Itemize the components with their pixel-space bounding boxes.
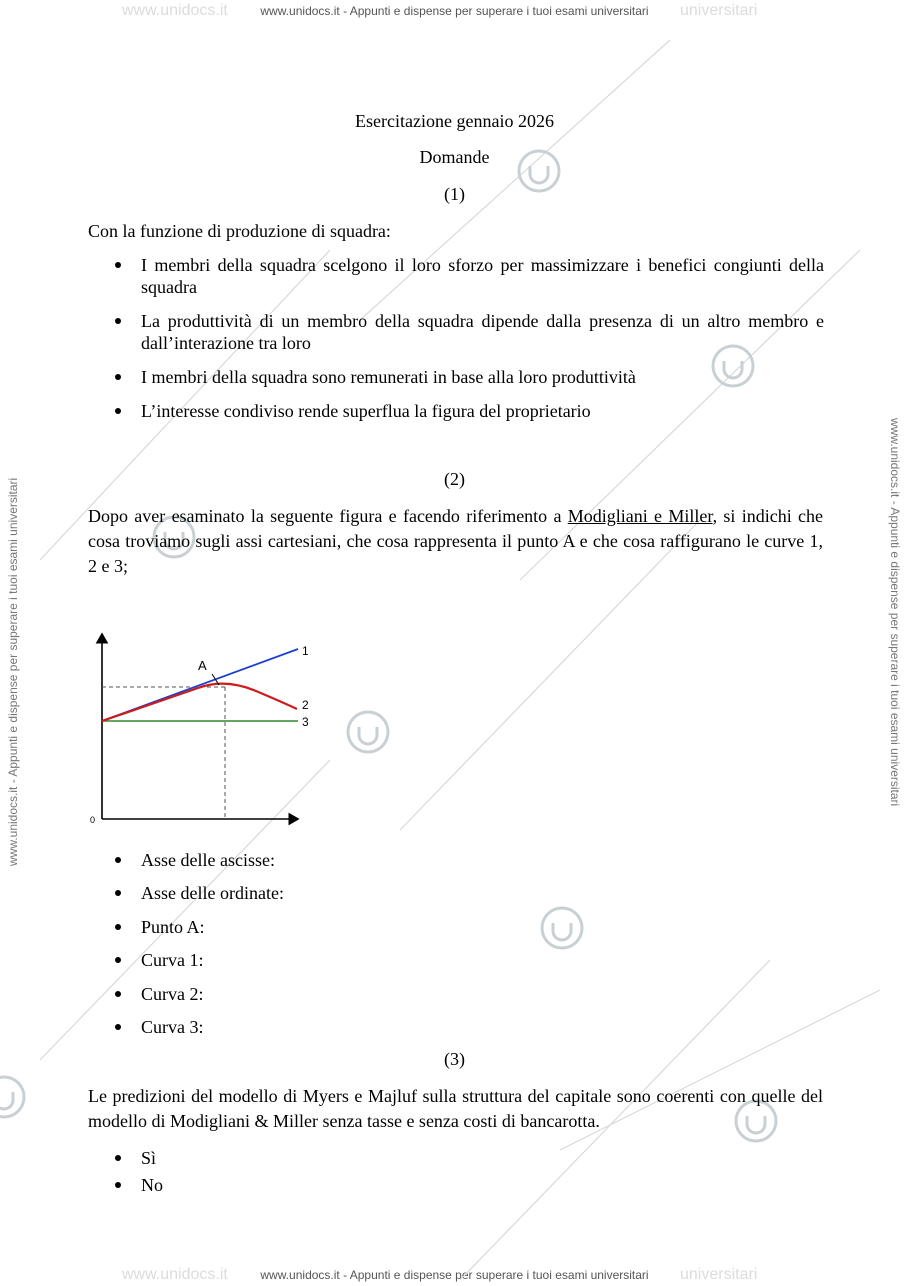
curve-1-label: 1 [302, 644, 309, 658]
list-item: Curva 3: [112, 1016, 824, 1038]
watermark-ghost-left: www.unidocs.it [122, 2, 228, 19]
document-title: Esercitazione gennaio 2026 [355, 111, 554, 131]
list-item: Asse delle ordinate: [112, 882, 824, 904]
watermark-ghost-right-bottom: universitari [680, 1266, 758, 1283]
list-item: L’interesse condiviso rende superflua la figura del proprietario [112, 400, 824, 422]
watermark-ghost-right: universitari [680, 2, 758, 19]
question-1-number: (1) [444, 184, 465, 204]
list-item: Sì [112, 1147, 824, 1169]
curve-3-label: 3 [302, 715, 309, 729]
watermark-side-right: www.unidocs.it - Appunti e dispense per superare i tuoi esami universitari [888, 418, 902, 807]
list-item: Asse delle ascisse: [112, 849, 824, 871]
question-2-answer-list [112, 849, 824, 1038]
watermark-header: www.unidocs.it - Appunti e dispense per superare i tuoi esami universitari [260, 4, 649, 18]
point-a-label: A [198, 658, 207, 673]
list-item: Punto A: [112, 916, 824, 938]
question-2-intro [88, 504, 823, 579]
curve-2-line [102, 684, 297, 721]
question-2-intro-start: Dopo aver esaminato la seguente figura e facendo riferimento a [88, 506, 568, 526]
list-item: Curva 1: [112, 949, 824, 971]
document-subtitle: Domande [419, 147, 490, 167]
question-3-options [112, 1147, 824, 1196]
question-3-text: Le predizioni del modello di Myers e Majluf sulla struttura del capitale sono coerenti con quelle del modello di Modigliani & Miller senza tasse e senza costi di bancarotta. [88, 1086, 823, 1131]
question-2-intro-end: , si indichi che cosa troviamo sugli assi cartesiani, che cosa rappresenta il punto A e che cosa raffigurano le curve 1, 2 e 3; [88, 506, 823, 576]
unidocs-logo-icon [348, 712, 388, 752]
modigliani-miller-figure [86, 628, 316, 828]
list-item: I membri della squadra sono remunerati in base alla loro produttività [112, 366, 824, 388]
modigliani-miller-link[interactable]: Modigliani e Miller [567, 506, 713, 526]
origin-label: 0 [90, 815, 96, 825]
question-1-options [112, 254, 824, 422]
watermark-side-left: www.unidocs.it - Appunti e dispense per superare i tuoi esami universitari [6, 477, 20, 866]
list-item: La produttività di un membro della squadra dipende dalla presenza di un altro membro e dall’interazione tra loro [112, 310, 824, 354]
question-2-number: (2) [444, 469, 465, 489]
curve-2-label: 2 [302, 698, 309, 712]
watermark-ghost-left-bottom: www.unidocs.it [122, 1266, 228, 1283]
watermark-footer: www.unidocs.it - Appunti e dispense per superare i tuoi esami universitari [260, 1268, 649, 1282]
list-item: I membri della squadra scelgono il loro sforzo per massimizzare i benefici congiunti della squadra [112, 254, 824, 298]
list-item: No [112, 1174, 824, 1196]
list-item: Curva 2: [112, 983, 824, 1005]
question-1-intro: Con la funzione di produzione di squadra: [88, 221, 391, 241]
unidocs-logo-icon [0, 1077, 24, 1117]
question-3-number: (3) [444, 1049, 465, 1069]
